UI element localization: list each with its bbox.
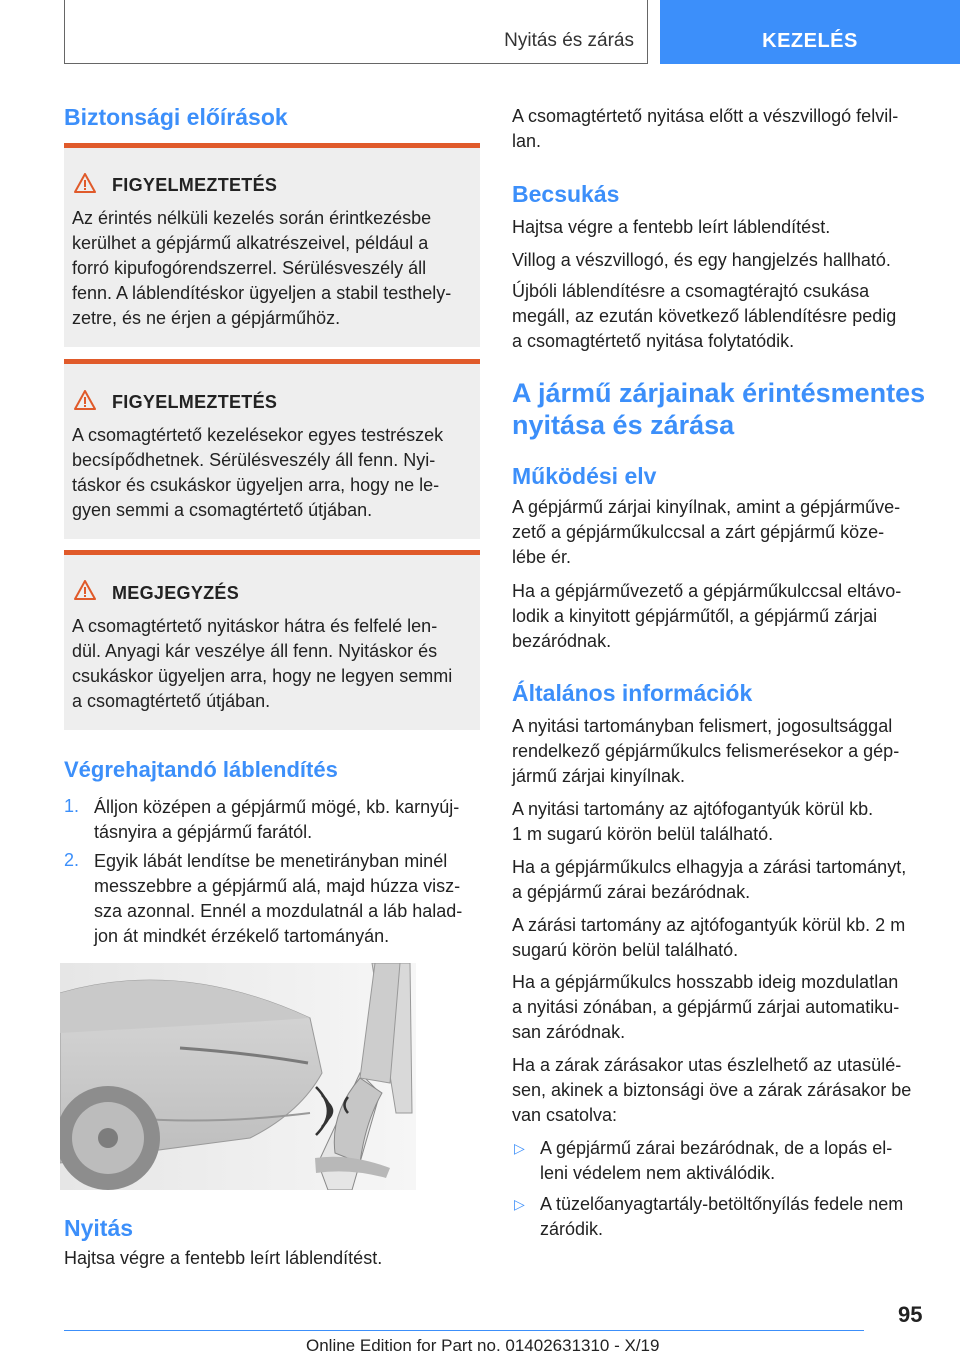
bullet-text: A gépjármű zárai bezáródnak, de a lopás el- leni védelem nem aktiválódik. xyxy=(540,1138,893,1183)
general-text-1: A nyitási tartományban felismert, jogosultsággal rendelkező gépjárműkulcs felismerésekor a gép- jármű zárjai kinyílnak. xyxy=(512,716,900,786)
notice-text: A csomagtértető nyitáskor hátra és felfelé len- dül. Anyagi kár veszélye áll fenn. Nyitáskor és csukáskor ügyeljen arra, hogy ne legyen semmi a csomagtértető útjában. xyxy=(72,616,453,711)
intro-text: A csomagtértető nyitása előtt a vészvillogó felvil- lan. xyxy=(512,106,899,151)
general-text-4: A zárási tartomány az ajtófogantyúk körül kb. 2 m sugarú körön belül található. xyxy=(512,915,906,960)
chapter-tab[interactable] xyxy=(660,0,960,64)
footer-edition: Online Edition for Part no. 01402631310 - X/19 xyxy=(306,1336,660,1355)
close-text-1: Hajtsa végre a fentebb leírt láblendítést. xyxy=(512,217,831,237)
warning-title: FIGYELMEZTETÉS xyxy=(112,175,278,195)
general-text-6: Ha a zárak zárásakor utas észlelhető az utasülé- sen, akinek a biztonsági öve a zárak zárásakor be van csatolva: xyxy=(512,1055,912,1125)
step-number: 1. xyxy=(64,796,80,816)
notice-title: MEGJEGYZÉS xyxy=(112,583,240,603)
general-text-3: Ha a gépjárműkulcs elhagyja a zárási tartományt, a gépjármű zárai bezáródnak. xyxy=(512,857,907,902)
notice-box xyxy=(64,550,480,730)
bullet-text: A tüzelőanyagtartály-betöltőnyílás fedele nem záródik. xyxy=(540,1194,904,1239)
warning-triangle-icon xyxy=(74,390,96,410)
footer-divider xyxy=(64,1330,864,1331)
bullet-arrow-icon: ▷ xyxy=(514,1196,525,1212)
warning-triangle-icon xyxy=(74,173,96,193)
main-heading: A jármű zárjainak érintésmentes nyitása és zárása xyxy=(512,378,926,440)
warning-box-2 xyxy=(64,359,480,539)
step-number: 2. xyxy=(64,850,80,870)
principle-heading: Működési elv xyxy=(512,463,657,489)
step-text: Álljon középen a gépjármű mögé, kb. karnyúj- tásnyira a gépjármű farától. xyxy=(94,797,460,842)
warning-title: FIGYELMEZTETÉS xyxy=(112,392,278,412)
bullet-arrow-icon: ▷ xyxy=(514,1140,525,1156)
kick-gesture-illustration xyxy=(60,963,416,1190)
principle-text-2: Ha a gépjárművezető a gépjárműkulccsal eltávo- lodik a kinyitott gépjárműtől, a gépjármű zárjai bezáródnak. xyxy=(512,581,902,651)
warning-triangle-icon xyxy=(74,580,96,600)
warning-text: Az érintés nélküli kezelés során érintkezésbe kerülhet a gépjármű alkatrészeivel, például a forró kipufogórendszerrel. Sérülésveszély áll fenn. A láblendítéskor ügyeljen a stabil testhely- zetre, és ne érjen a gépjárműhöz. xyxy=(72,208,452,328)
page-number: 95 xyxy=(898,1302,923,1327)
general-text-5: Ha a gépjárműkulcs hosszabb ideig mozdulatlan a nyitási zónában, a gépjármű zárjai automatiku- san záródnak. xyxy=(512,972,900,1042)
open-heading: Nyitás xyxy=(64,1215,134,1241)
warning-text: A csomagtértető kezelésekor egyes testrészek becsípődhetnek. Sérülésveszély áll fenn. Nyi- táskor és csukáskor ügyeljen arra, hogy ne le- gyen semmi a csomagtértető útjában. xyxy=(72,425,444,520)
general-text-2: A nyitási tartomány az ajtófogantyúk körül kb. 1 m sugarú körön belül található. xyxy=(512,799,874,844)
principle-text-1: A gépjármű zárjai kinyílnak, amint a gépjárműve- zető a gépjárműkulccsal a zárt gépjármű köze- lébe ér. xyxy=(512,497,901,567)
car-rear-with-person-image xyxy=(60,963,416,1190)
close-heading: Becsukás xyxy=(512,181,620,207)
open-text: Hajtsa végre a fentebb leírt láblendítést. xyxy=(64,1248,383,1268)
section-title: Nyitás és zárás xyxy=(504,30,634,51)
close-text-3: Újbóli láblendítésre a csomagtérajtó csukása megáll, az ezután következő láblendítésre pedig a csomagtértető nyitása folytatódik. xyxy=(512,281,897,351)
chapter-label: KEZELÉS xyxy=(762,30,858,52)
safety-heading: Biztonsági előírások xyxy=(64,104,288,130)
warning-box-1 xyxy=(64,143,480,347)
step-text: Egyik lábát lendítse be menetirányban minél messzebbre a gépjármű alá, majd húzza visz- sza azonnal. Ennél a mozdulatnál a láb halad- jon át mindkét érzékelő tartományán. xyxy=(94,851,463,946)
kick-heading: Végrehajtandó láblendítés xyxy=(64,757,338,782)
general-heading: Általános információk xyxy=(512,680,753,706)
close-text-2: Villog a vészvillogó, és egy hangjelzés hallható. xyxy=(512,250,891,270)
